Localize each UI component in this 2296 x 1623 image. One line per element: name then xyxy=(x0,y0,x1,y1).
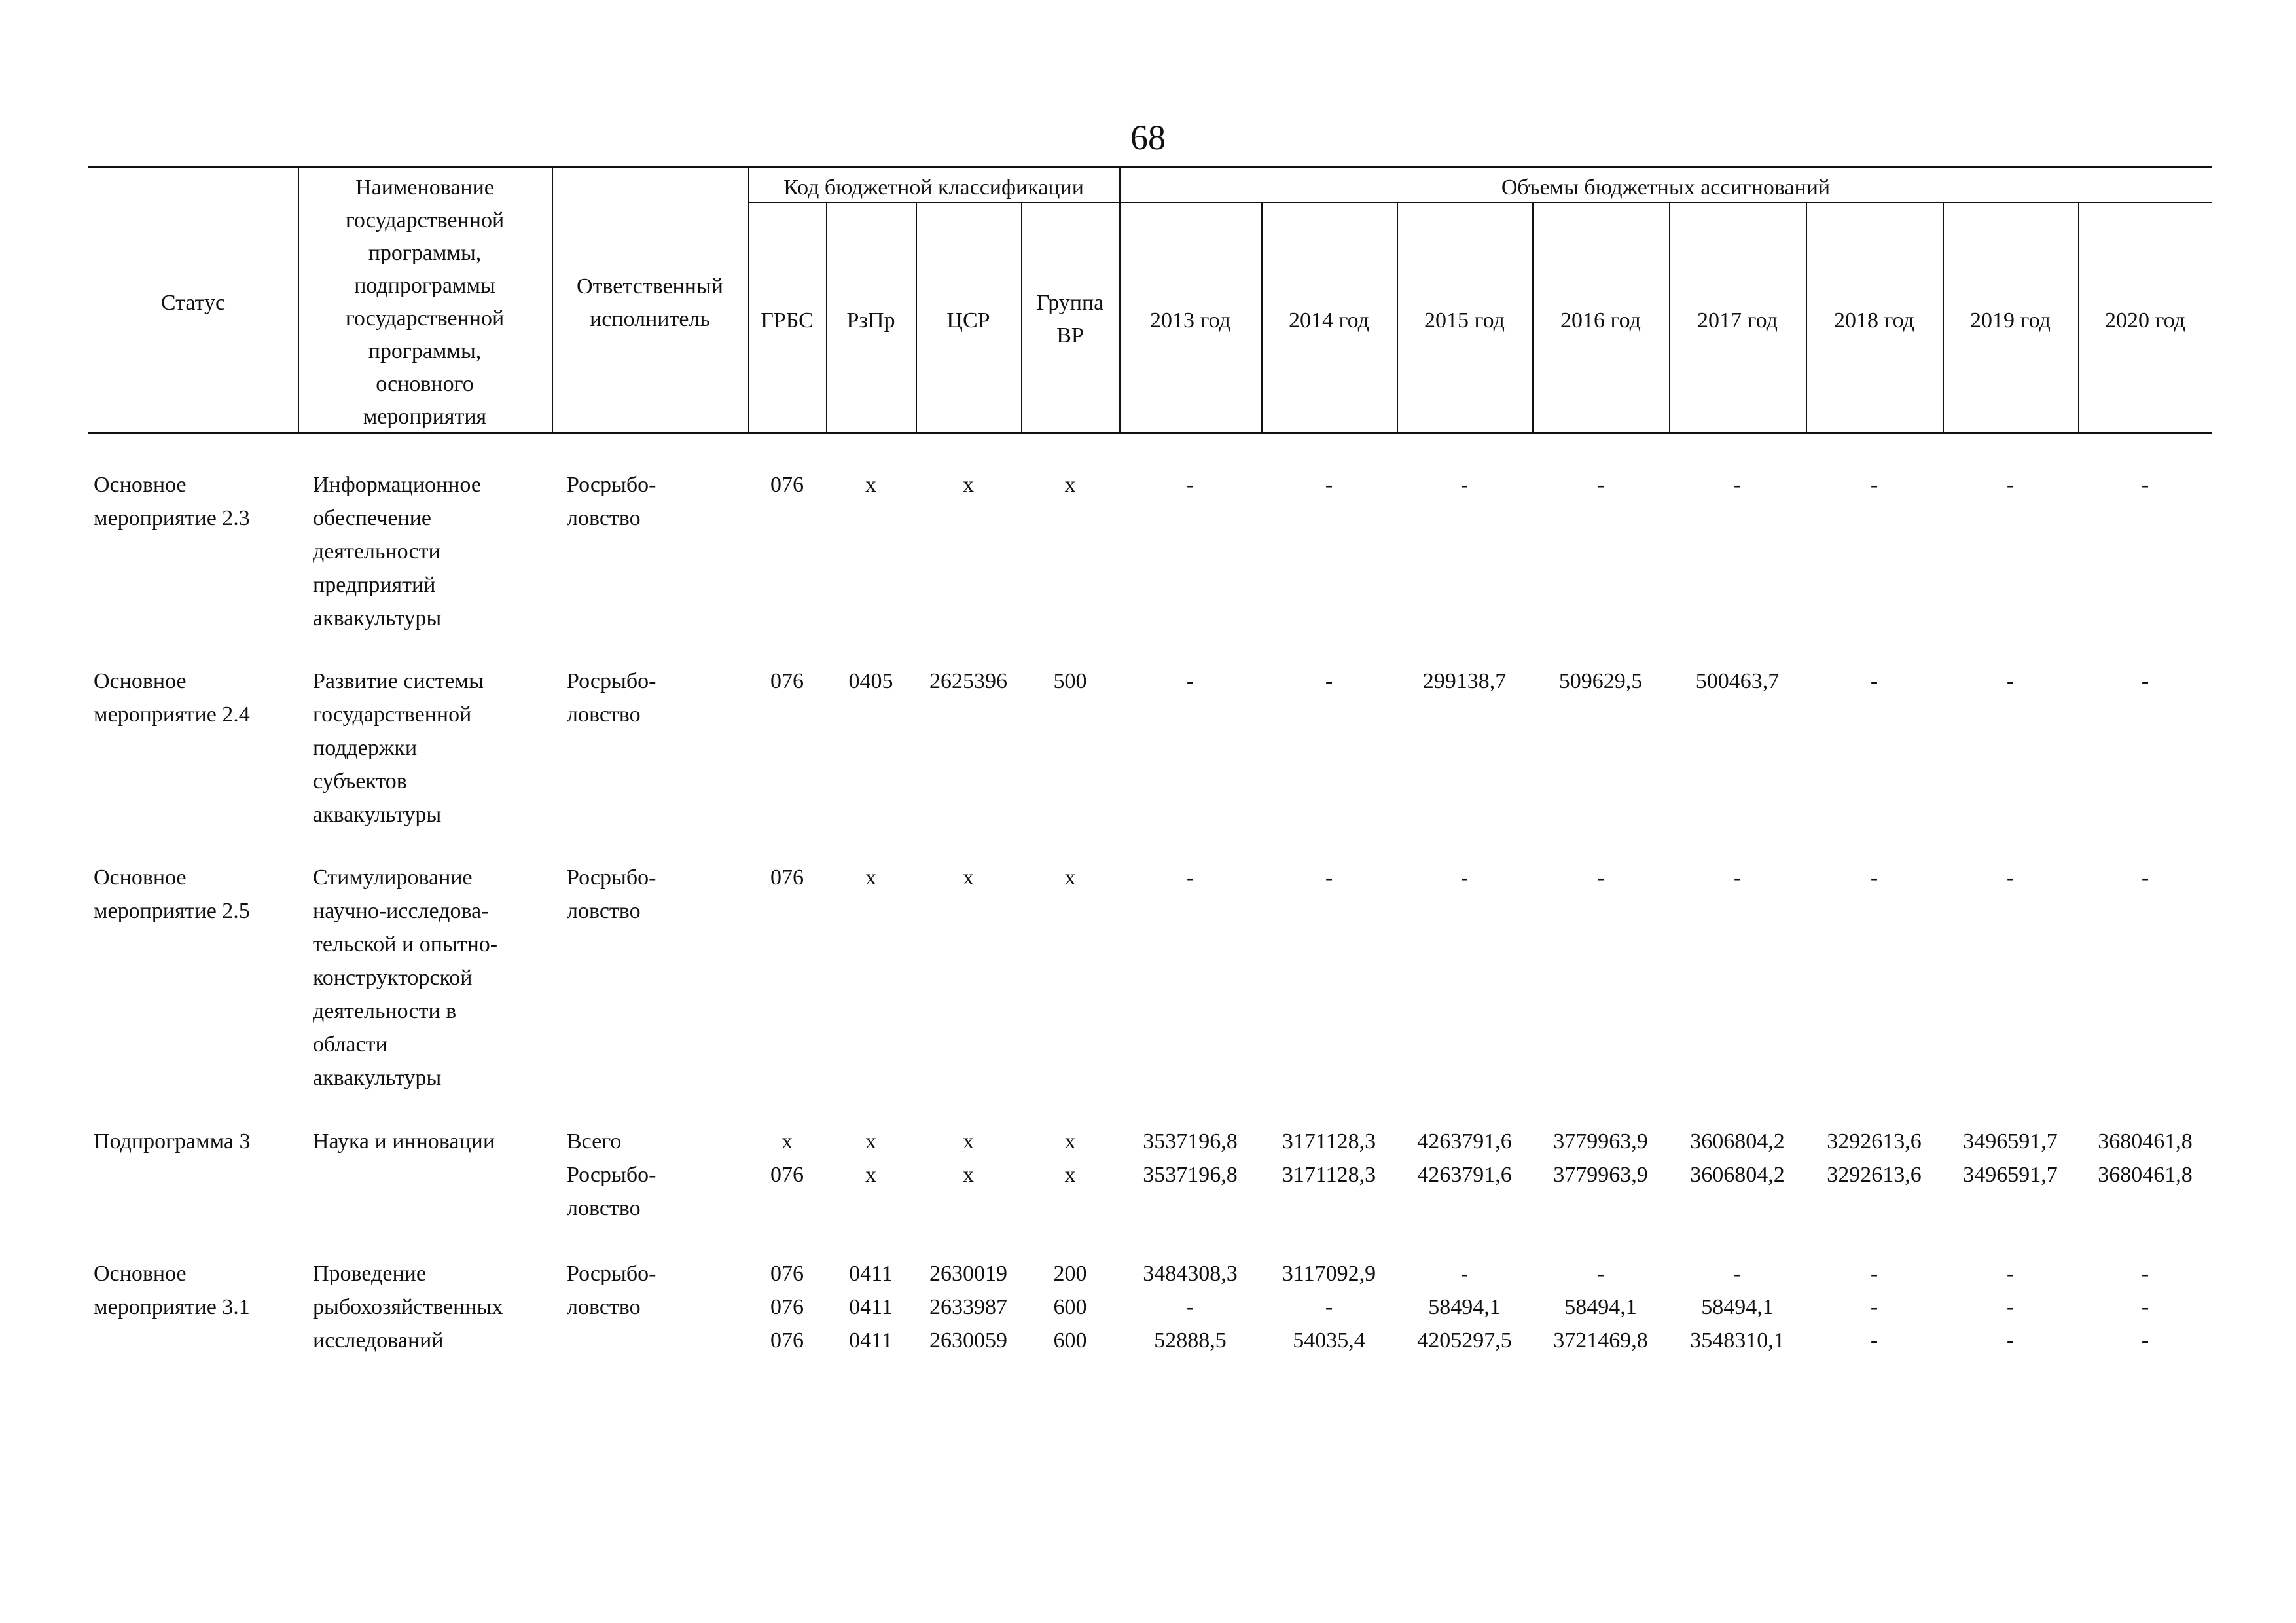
row-value-2014: - xyxy=(1325,866,1333,890)
row-name: Развитие системы государственной поддержки субъектов аквакультуры xyxy=(313,669,484,827)
row-executor: Росрыбо- ловство xyxy=(567,669,656,727)
header-year: 2014 год xyxy=(1289,308,1369,333)
row-value-2014: 3117092,9 - 54035,4 xyxy=(1282,1262,1376,1353)
row-value-2013: - xyxy=(1186,473,1194,497)
table-top-rule xyxy=(88,166,2212,168)
row-value-2020: - xyxy=(2141,669,2149,693)
row-value-2016: 509629,5 xyxy=(1558,669,1643,693)
row-rzpr: x xyxy=(865,473,876,497)
header-year: 2016 год xyxy=(1560,308,1641,333)
row-group-vr: 500 xyxy=(1053,669,1087,693)
row-grbs: 076 xyxy=(770,866,804,890)
row-value-2018: - xyxy=(1870,669,1878,693)
row-value-2013: - xyxy=(1186,669,1194,693)
row-value-2017: - xyxy=(1733,866,1742,890)
row-rzpr: x x xyxy=(865,1129,876,1187)
row-csr: x xyxy=(963,473,974,497)
header-status: Статус xyxy=(160,291,226,315)
row-value-2017: 500463,7 xyxy=(1695,669,1780,693)
row-value-2017: - 58494,1 3548310,1 xyxy=(1690,1262,1785,1353)
row-value-2018: - - - xyxy=(1870,1262,1878,1353)
row-value-2013: - xyxy=(1186,866,1194,890)
row-status: Основное мероприятие 2.5 xyxy=(94,866,250,923)
row-value-2020: - xyxy=(2141,866,2149,890)
row-status: Основное мероприятие 2.3 xyxy=(94,473,250,530)
row-value-2019: 3496591,7 3496591,7 xyxy=(1963,1129,2058,1187)
row-value-2019: - xyxy=(2006,866,2015,890)
row-value-2014: - xyxy=(1325,669,1333,693)
row-grbs: 076 076 076 xyxy=(770,1262,804,1353)
row-status: Основное мероприятие 3.1 xyxy=(94,1262,250,1319)
row-value-2020: 3680461,8 3680461,8 xyxy=(2098,1129,2193,1187)
header-year: 2017 год xyxy=(1697,308,1778,333)
row-executor: Росрыбо- ловство xyxy=(567,1262,656,1319)
row-value-2018: - xyxy=(1870,866,1878,890)
row-value-2020: - - - xyxy=(2141,1262,2149,1353)
row-executor: Всего Росрыбо- ловство xyxy=(567,1129,656,1220)
header-executor: Ответственный исполнитель xyxy=(577,274,723,331)
row-value-2017: - xyxy=(1733,473,1742,497)
row-csr: x xyxy=(963,866,974,890)
row-name: Наука и инновации xyxy=(313,1129,495,1154)
row-group-vr: x xyxy=(1064,866,1076,890)
row-name: Информационное обеспечение деятельности предприятий аквакультуры xyxy=(313,473,481,630)
page-number: 68 xyxy=(1130,118,1166,157)
row-status: Основное мероприятие 2.4 xyxy=(94,669,250,727)
header-year: 2018 год xyxy=(1834,308,1914,333)
row-csr: 2630019 2633987 2630059 xyxy=(929,1262,1007,1353)
row-rzpr: 0411 0411 0411 xyxy=(849,1262,893,1353)
row-group-vr: x x xyxy=(1064,1129,1076,1187)
row-csr: x x xyxy=(963,1129,974,1187)
row-rzpr: x xyxy=(865,866,876,890)
row-group-vr: x xyxy=(1064,473,1076,497)
header-grbs: ГРБС xyxy=(761,308,814,333)
row-name: Стимулирование научно-исследова- тельской и опытно- конструкторской деятельности в области аквакультуры xyxy=(313,866,498,1090)
row-value-2013: 3537196,8 3537196,8 xyxy=(1143,1129,1238,1187)
row-grbs: x 076 xyxy=(770,1129,804,1187)
header-group-vr: Группа ВР xyxy=(1036,291,1104,348)
row-value-2018: - xyxy=(1870,473,1878,497)
row-grbs: 076 xyxy=(770,473,804,497)
row-status: Подпрограмма 3 xyxy=(94,1129,251,1154)
col-rule xyxy=(748,167,749,432)
row-value-2015: 4263791,6 4263791,6 xyxy=(1417,1129,1512,1187)
header-code-group: Код бюджетной классификации xyxy=(783,175,1084,200)
header-volume-group: Объемы бюджетных ассигнований xyxy=(1501,175,1831,200)
row-grbs: 076 xyxy=(770,669,804,693)
row-value-2015: - xyxy=(1460,473,1469,497)
col-rule xyxy=(1119,167,1121,432)
row-executor: Росрыбо- ловство xyxy=(567,866,656,923)
row-value-2015: 299138,7 xyxy=(1422,669,1507,693)
row-value-2016: - 58494,1 3721469,8 xyxy=(1553,1262,1648,1353)
row-value-2019: - xyxy=(2006,669,2015,693)
row-value-2015: - 58494,1 4205297,5 xyxy=(1417,1262,1512,1353)
row-value-2016: 3779963,9 3779963,9 xyxy=(1553,1129,1648,1187)
header-year: 2015 год xyxy=(1424,308,1505,333)
row-value-2013: 3484308,3 - 52888,5 xyxy=(1143,1262,1238,1353)
header-year: 2019 год xyxy=(1970,308,2051,333)
row-value-2014: 3171128,3 3171128,3 xyxy=(1282,1129,1376,1187)
row-value-2016: - xyxy=(1596,866,1605,890)
header-program-name: Наименование государственной программы, подпрограммы государственной программы, основного мероприятия xyxy=(345,175,505,429)
row-csr: 2625396 xyxy=(929,669,1007,693)
row-value-2020: - xyxy=(2141,473,2149,497)
header-csr: ЦСР xyxy=(946,308,990,333)
row-value-2017: 3606804,2 3606804,2 xyxy=(1690,1129,1785,1187)
header-year: 2020 год xyxy=(2105,308,2185,333)
row-value-2014: - xyxy=(1325,473,1333,497)
row-value-2016: - xyxy=(1596,473,1605,497)
row-value-2019: - - - xyxy=(2006,1262,2015,1353)
row-name: Проведение рыбохозяйственных исследований xyxy=(313,1262,503,1353)
row-value-2015: - xyxy=(1460,866,1469,890)
row-value-2018: 3292613,6 3292613,6 xyxy=(1827,1129,1922,1187)
row-executor: Росрыбо- ловство xyxy=(567,473,656,530)
header-rzpr: РзПр xyxy=(846,308,895,333)
header-year: 2013 год xyxy=(1150,308,1230,333)
row-value-2019: - xyxy=(2006,473,2015,497)
row-group-vr: 200 600 600 xyxy=(1053,1262,1087,1353)
row-rzpr: 0405 xyxy=(848,669,893,693)
